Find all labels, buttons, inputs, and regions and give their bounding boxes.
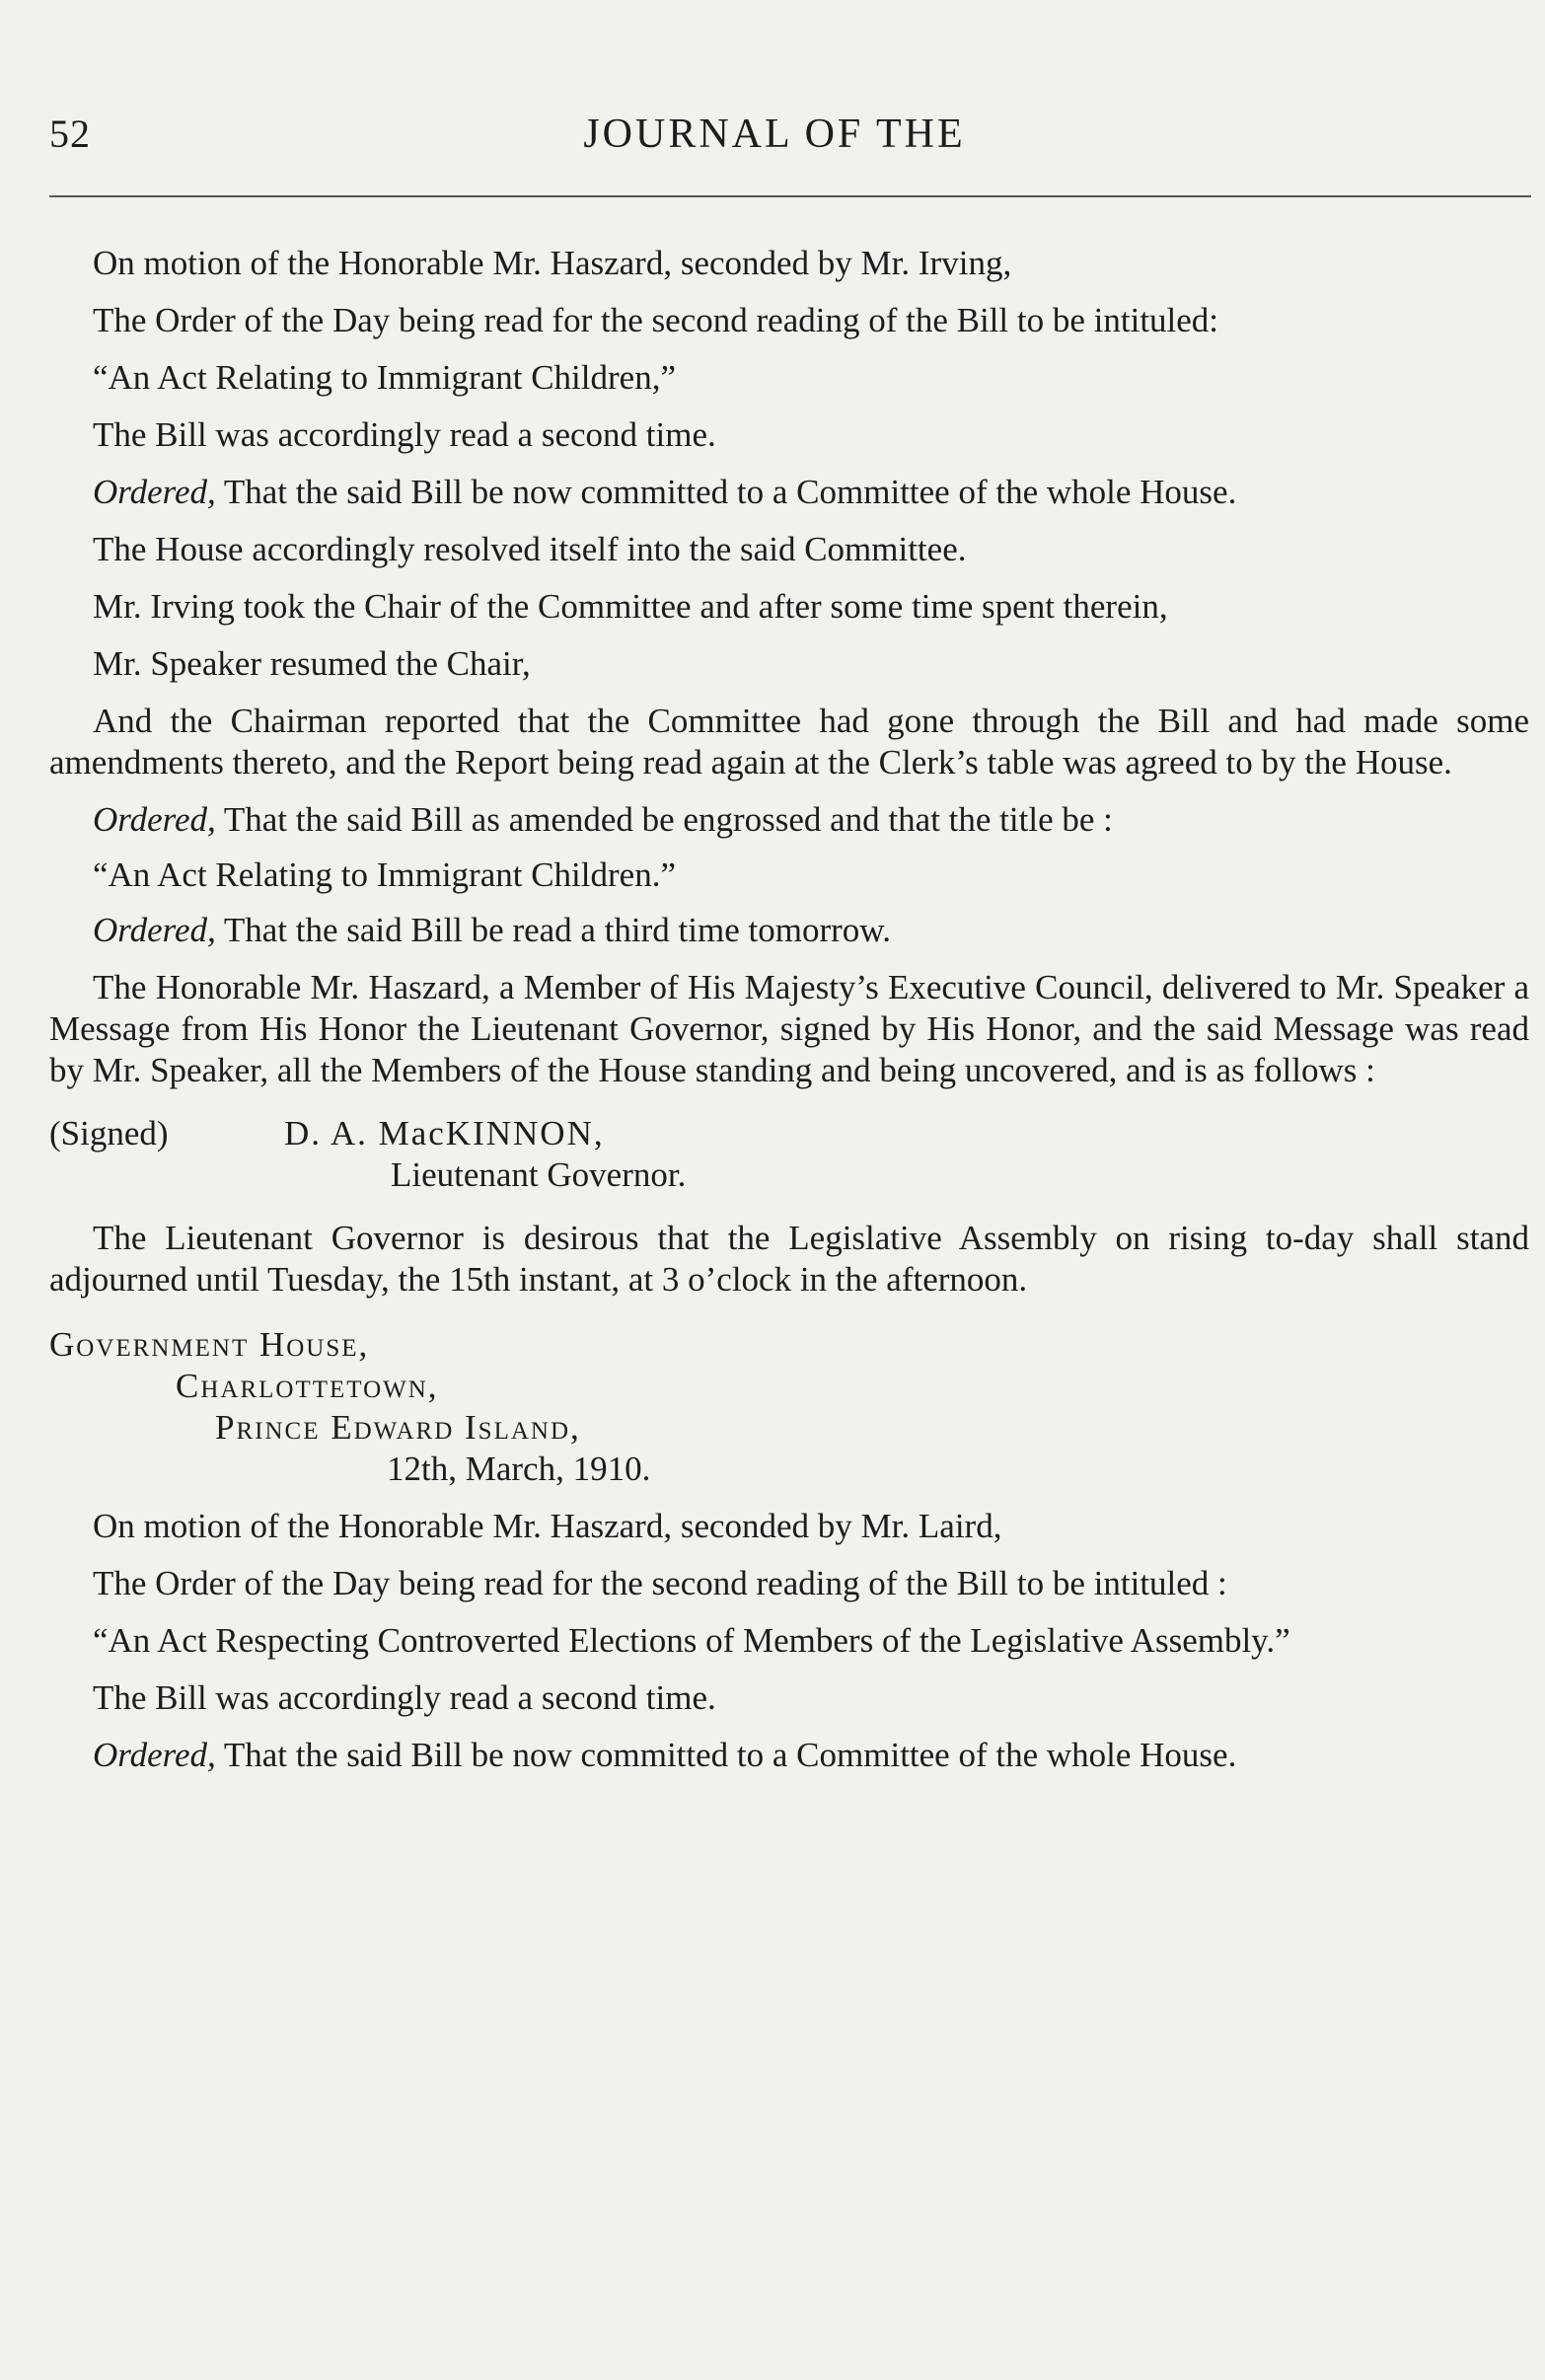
paragraph-motion-2: On motion of the Honorable Mr. Haszard, seconded by Mr. Laird, <box>93 1507 1002 1545</box>
paragraph-bill-title-1: “An Act Relating to Immigrant Children,” <box>93 358 676 397</box>
signature-block <box>49 1113 1529 1198</box>
paragraph-bill-title-2: “An Act Relating to Immigrant Children.” <box>93 855 676 894</box>
paragraph-second-reading-2: The Bill was accordingly read a second time. <box>93 1678 716 1717</box>
page-number: 52 <box>49 112 91 156</box>
paragraph-speaker-resumed: Mr. Speaker resumed the Chair, <box>93 644 531 683</box>
paragraph-house-resolved: The House accordingly resolved itself into the said Committee. <box>93 530 967 568</box>
signature-name: D. A. MacKINNON, <box>284 1114 605 1153</box>
paragraph-bill-title-3: “An Act Respecting Controverted Elections of Members of the Legislative Assembly.” <box>93 1621 1290 1660</box>
paragraph-message-delivered: The Honorable Mr. Haszard, a Member of His Majesty’s Executive Council, delivered to Mr. Speaker a Message from His Honor the Lieutenant Governor, signed by His Honor, and the said Message was read by Mr. Speaker, all the Members of the House standing and being uncovered, and is as follows : <box>49 968 1529 1089</box>
ordered-text: That the said Bill as amended be engrossed and that the title be : <box>215 800 1113 839</box>
paragraph-ordered-committee-1 <box>49 472 1529 513</box>
address-block <box>49 1324 1529 1490</box>
header-rule <box>49 195 1531 197</box>
ordered-text: That the said Bill be now committed to a Committee of the whole House. <box>215 473 1237 511</box>
address-line-government-house: Government House, <box>49 1325 370 1364</box>
paragraph-chairman-reported: And the Chairman reported that the Committee had gone through the Bill and had made some amendments thereto, and the Report being read again at the Clerk’s table was agreed to by the House. <box>49 702 1529 781</box>
paragraph-order-of-day-1: The Order of the Day being read for the second reading of the Bill to be intituled: <box>93 301 1219 339</box>
page-header <box>49 111 1500 170</box>
paragraph-irving-chair: Mr. Irving took the Chair of the Committee and after some time spent therein, <box>93 587 1168 626</box>
ordered-text: That the said Bill be read a third time tomorrow. <box>215 911 892 949</box>
signature-label: (Signed) <box>49 1114 169 1153</box>
ordered-label: Ordered, <box>93 911 216 949</box>
running-head: JOURNAL OF THE <box>583 112 966 157</box>
paragraph-ordered-committee-2 <box>49 1735 1529 1776</box>
ordered-label: Ordered, <box>93 1736 216 1774</box>
paragraph-motion-1: On motion of the Honorable Mr. Haszard, seconded by Mr. Irving, <box>93 244 1012 282</box>
ordered-label: Ordered, <box>93 473 216 511</box>
paragraph-ordered-engrossed <box>49 799 1529 841</box>
ordered-label: Ordered, <box>93 800 216 839</box>
page-body <box>49 243 1529 1792</box>
paragraph-second-reading-1: The Bill was accordingly read a second time. <box>93 415 716 454</box>
signature-title: Lieutenant Governor. <box>391 1155 687 1194</box>
paragraph-ordered-third-reading <box>49 910 1529 951</box>
ordered-text: That the said Bill be now committed to a Committee of the whole House. <box>215 1736 1237 1774</box>
address-line-pei: Prince Edward Island, <box>215 1408 581 1447</box>
paragraph-order-of-day-2: The Order of the Day being read for the second reading of the Bill to be intituled : <box>93 1564 1227 1602</box>
address-line-charlottetown: Charlottetown, <box>176 1367 439 1405</box>
address-line-date: 12th, March, 1910. <box>387 1450 651 1488</box>
paragraph-lieutenant-governor-message: The Lieutenant Governor is desirous that the Legislative Assembly on rising to-day shall stand adjourned until Tuesday, the 15th instant, at 3 o’clock in the afternoon. <box>49 1219 1529 1299</box>
